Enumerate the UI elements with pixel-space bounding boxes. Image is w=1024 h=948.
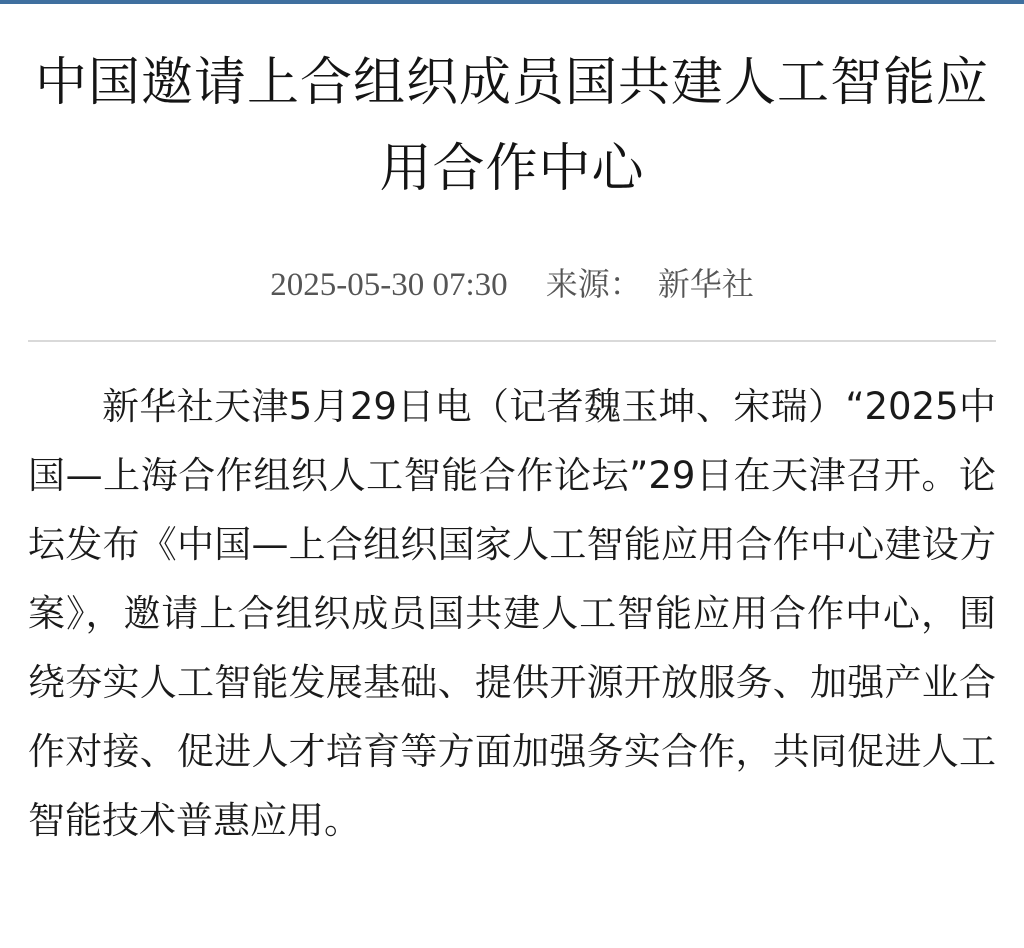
source-label: 来源：: [545, 265, 642, 303]
publish-datetime: 2025-05-30 07:30: [270, 267, 508, 303]
article-body-paragraph: 新华社天津5月29日电（记者魏玉坤、宋瑞）“2025中国—上海合作组织人工智能合作论坛”29日在天津召开。论坛发布《中国—上合组织国家人工智能应用合作中心建设方案》，邀请上合组织成员国共建人工智能应用合作中心，围绕夯实人工智能发展基础、提供开源开放服务、加强产业合作对接、促进人才培育等方面加强务实合作，共同促进人工智能技术普惠应用。: [28, 385, 996, 842]
article-title: 中国邀请上合组织成员国共建人工智能应用合作中心: [34, 53, 989, 199]
article-meta: [0, 262, 1024, 307]
meta-divider: [28, 340, 996, 342]
source-name: 新华社: [657, 265, 754, 303]
